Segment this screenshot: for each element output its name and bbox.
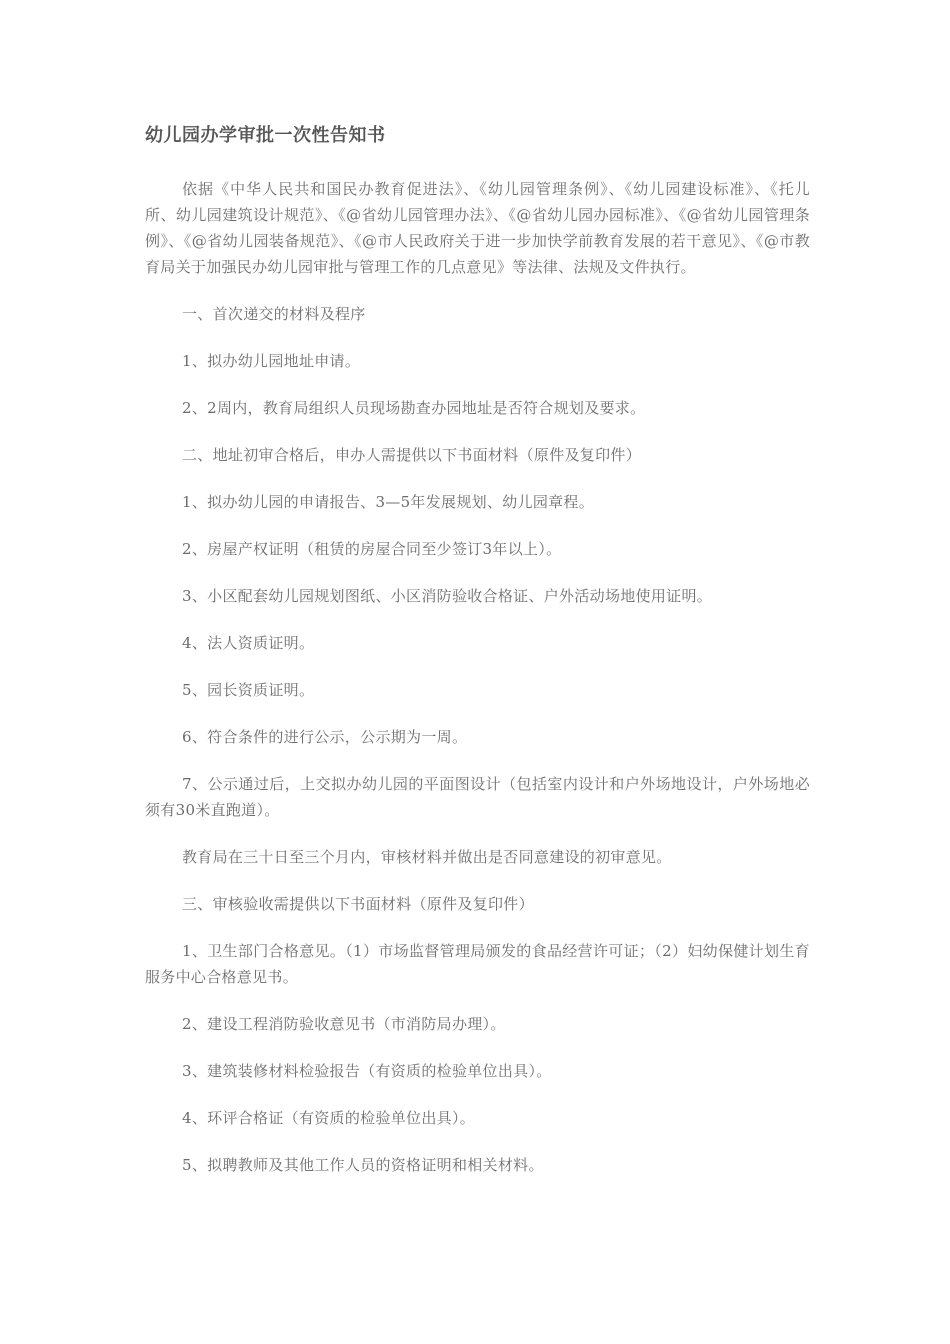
list-item: 1、卫生部门合格意见。（1）市场监督管理局颁发的食品经营许可证；（2）妇幼保健计划生育服务中心合格意见书。: [145, 942, 810, 986]
list-item: 3、建筑装修材料检验报告（有资质的检验单位出具）。: [182, 1062, 552, 1080]
paragraph-review-period: 教育局在三十日至三个月内，审核材料并做出是否同意建设的初审意见。: [182, 848, 672, 866]
list-item: 2、建设工程消防验收意见书（市消防局办理）。: [182, 1015, 506, 1033]
list-item: 5、园长资质证明。: [182, 681, 315, 699]
list-item: 5、拟聘教师及其他工作人员的资格证明和相关材料。: [182, 1156, 544, 1174]
list-item: 2、2周内，教育局组织人员现场勘查办园地址是否符合规划及要求。: [182, 399, 646, 417]
paragraph-legal-basis: 依据《中华人民共和国民办教育促进法》、《幼儿园管理条例》、《幼儿园建设标准》、《托儿所、幼儿园建筑设计规范》、《@省幼儿园管理办法》、《@省幼儿园办园标准》、《@省幼儿园管理条例》、《@省幼儿园装备规范》、《@市人民政府关于进一步加快学前教育发展的若干意见》、《@市教育局关于加强民办幼儿园审批与管理工作的几点意见》等法律、法规及文件执行。: [145, 180, 810, 276]
list-item: 6、符合条件的进行公示，公示期为一周。: [182, 728, 468, 746]
list-item: 4、环评合格证（有资质的检验单位出具）。: [182, 1109, 476, 1127]
section-heading-first-submission: 一、首次递交的材料及程序: [182, 305, 366, 323]
list-item: 7、公示通过后，上交拟办幼儿园的平面图设计（包括室内设计和户外场地设计，户外场地必须有30米直跑道）。: [145, 775, 810, 819]
document-page: [145, 122, 810, 1199]
list-item: 4、法人资质证明。: [182, 634, 315, 652]
section-heading-acceptance: 三、审核验收需提供以下书面材料（原件及复印件）: [182, 895, 534, 913]
section-heading-initial-review: 二、地址初审合格后，申办人需提供以下书面材料（原件及复印件）: [182, 446, 642, 464]
list-item: 1、拟办幼儿园地址申请。: [182, 352, 361, 370]
list-item: 1、拟办幼儿园的申请报告、3—5年发展规划、幼儿园章程。: [182, 493, 595, 511]
list-item: 2、房屋产权证明（租赁的房屋合同至少签订3年以上）。: [182, 540, 562, 558]
list-item: 3、小区配套幼儿园规划图纸、小区消防验收合格证、户外活动场地使用证明。: [182, 587, 713, 605]
document-title: 幼儿园办学审批一次性告知书: [145, 125, 386, 146]
